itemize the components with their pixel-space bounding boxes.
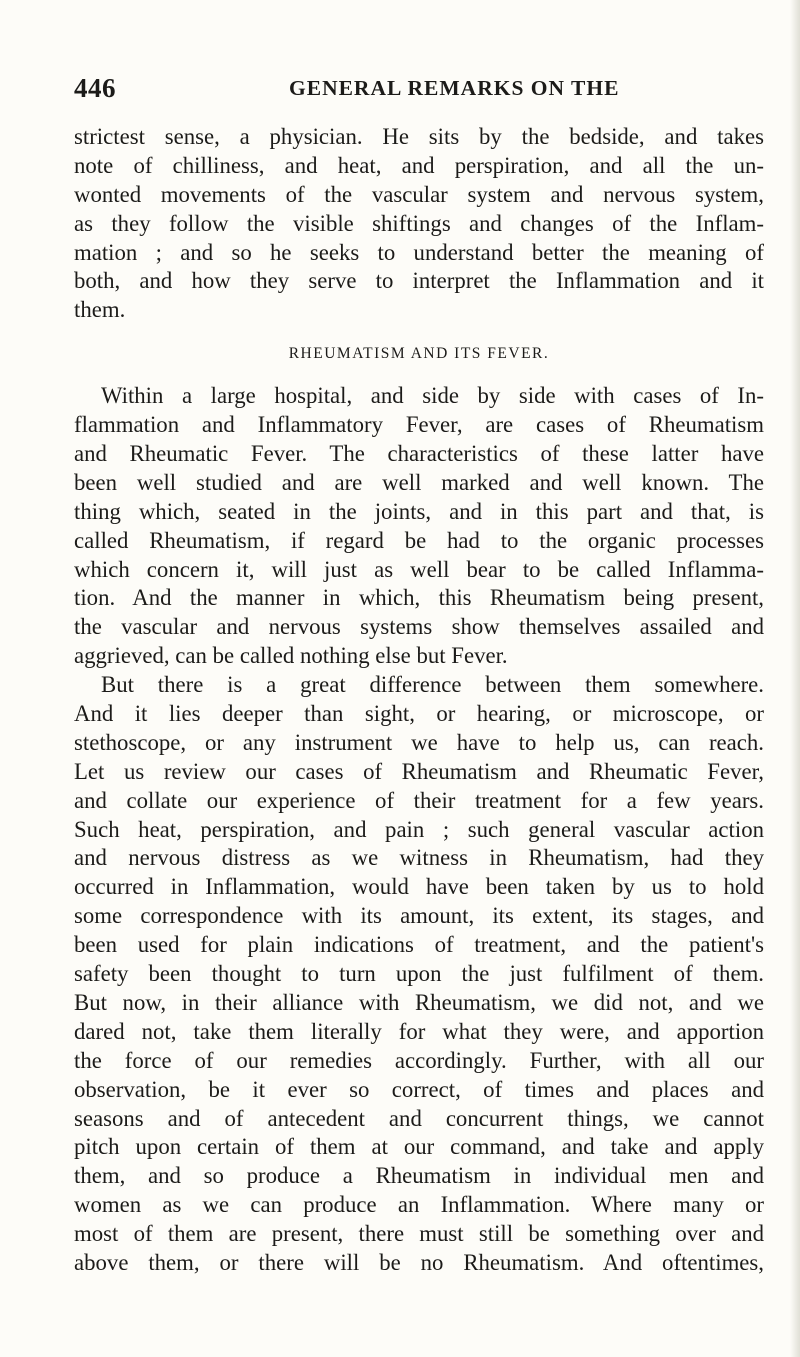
text-line: them. bbox=[74, 297, 126, 323]
text-line: seasons and of antecedent and concurrent things, we cannot bbox=[74, 1105, 764, 1131]
section-heading: RHEUMATISM AND ITS FEVER. bbox=[288, 345, 550, 363]
paragraph-1 bbox=[74, 123, 764, 325]
text-line: observation, be it ever so correct, of times and places and bbox=[74, 1076, 764, 1102]
text-line: and nervous distress as we witness in Rheumatism, had they bbox=[74, 845, 764, 871]
text-line: tion. And the manner in which, this Rheumatism being present, bbox=[74, 585, 764, 611]
text-line: Let us review our cases of Rheumatism and Rheumatic Fever, bbox=[74, 758, 764, 784]
text-line: mation ; and so he seeks to understand better the meaning of bbox=[74, 239, 764, 265]
text-line: flammation and Inflammatory Fever, are cases of Rheumatism bbox=[74, 412, 764, 438]
text-line: been well studied and are well marked and well known. The bbox=[74, 469, 764, 495]
paragraph-2 bbox=[74, 382, 764, 671]
text-line: stethoscope, or any instrument we have to help us, can reach. bbox=[74, 729, 764, 755]
text-line: most of them are present, there must still be something over and bbox=[74, 1221, 764, 1247]
text-line: pitch upon certain of them at our command, and take and apply bbox=[74, 1134, 764, 1160]
text-line: aggrieved, can be called nothing else but Fever. bbox=[74, 643, 508, 669]
text-line: the vascular and nervous systems show themselves assailed and bbox=[74, 614, 764, 640]
text-line: note of chilliness, and heat, and perspiration, and all the un- bbox=[74, 152, 764, 178]
running-head bbox=[74, 73, 764, 113]
text-line: But there is a great difference between them somewhere. bbox=[101, 672, 764, 698]
text-line: strictest sense, a physician. He sits by the bedside, and takes bbox=[74, 124, 764, 149]
text-line: them, and so produce a Rheumatism in individual men and bbox=[74, 1163, 764, 1189]
text-line: as they follow the visible shiftings and changes of the Inflam- bbox=[74, 210, 764, 236]
running-head-title: GENERAL REMARKS ON THE bbox=[289, 76, 620, 100]
page-edge-shadow bbox=[790, 0, 800, 1357]
text-line: the force of our remedies accordingly. Further, with all our bbox=[74, 1047, 764, 1073]
text-line: women as we can produce an Inflammation. Where many or bbox=[74, 1192, 764, 1218]
paragraph-3 bbox=[74, 671, 764, 1278]
text-line: And it lies deeper than sight, or hearing, or microscope, or bbox=[74, 701, 764, 727]
text-line: wonted movements of the vascular system and nervous system, bbox=[74, 181, 764, 207]
text-line: Within a large hospital, and side by side with cases of In- bbox=[101, 383, 764, 409]
text-line: occurred in Inflammation, would have been taken by us to hold bbox=[74, 874, 764, 900]
page-number: 446 bbox=[74, 73, 116, 103]
text-line: and collate our experience of their treatment for a few years. bbox=[74, 787, 764, 813]
text-line: been used for plain indications of treatment, and the patient's bbox=[74, 932, 764, 958]
text-line: which concern it, will just as well bear to be called Inflamma- bbox=[74, 556, 764, 582]
text-line: above them, or there will be no Rheumatism. And oftentimes, bbox=[74, 1249, 764, 1275]
body-text bbox=[74, 123, 764, 1278]
text-line: dared not, take them literally for what they were, and apportion bbox=[74, 1018, 764, 1044]
text-line: Such heat, perspiration, and pain ; such general vascular action bbox=[74, 816, 764, 842]
text-line: and Rheumatic Fever. The characteristics of these latter have bbox=[74, 441, 764, 467]
text-line: some correspondence with its amount, its extent, its stages, and bbox=[74, 903, 764, 929]
text-line: called Rheumatism, if regard be had to the organic processes bbox=[74, 527, 764, 553]
text-line: both, and how they serve to interpret the Inflammation and it bbox=[74, 268, 764, 294]
text-line: thing which, seated in the joints, and in this part and that, is bbox=[74, 498, 764, 524]
text-line: safety been thought to turn upon the just fulfilment of them. bbox=[74, 961, 764, 987]
text-line: But now, in their alliance with Rheumatism, we did not, and we bbox=[74, 989, 764, 1015]
